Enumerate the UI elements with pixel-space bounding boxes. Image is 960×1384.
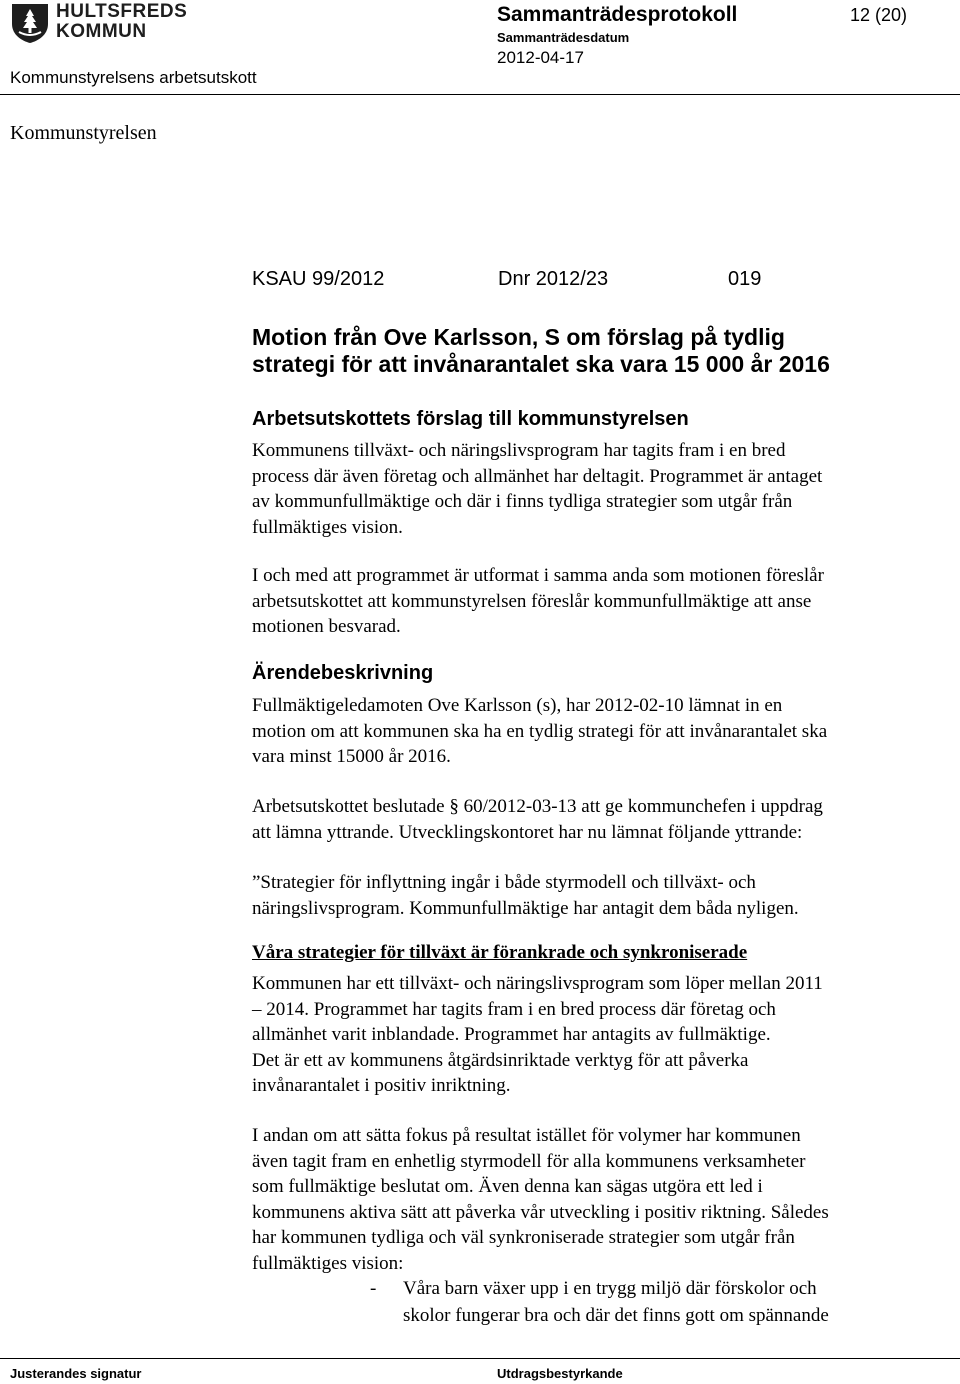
strategy-heading: Våra strategier för tillväxt är förankrade och synkroniserade [252,942,748,963]
header-divider [0,94,960,95]
text-line: allmänhet varit inblandade. Programmet har antagits av fullmäktige. [252,1024,771,1045]
text-line: motion om att kommunen ska ha en tydlig strategi för att invånarantalet ska [252,720,828,742]
protocol-title: Sammanträdesprotokoll [497,3,738,26]
extract-certification-label: Utdragsbestyrkande [497,1366,623,1381]
motion-title [252,324,942,378]
diary-number: Dnr 2012/23 [498,268,609,290]
text-line: I andan om att sätta fokus på resultat istället för volymer har kommunen [252,1125,801,1146]
text-line: även tagit fram en enhetlig styrmodell för alla kommunens verksamheter [252,1150,806,1172]
text-line: ”Strategier för inflyttning ingår i både styrmodell och tillväxt- och [252,872,756,893]
text-line: Arbetsutskottet beslutade § 60/2012-03-13 att ge kommunchefen i uppdrag [252,796,823,817]
text-line: näringslivsprogram. Kommunfullmäktige har antagit dem båda nyligen. [252,897,799,919]
recipient: Kommunstyrelsen [10,122,157,144]
text-line: som fullmäktige beslutat om. Även denna kan sägas utgöra ett led i [252,1176,763,1197]
motion-title-line: strategi för att invånarantalet ska vara 15 000 år 2016 [252,351,830,377]
text-line: att lämna yttrande. Utvecklingskontoret har nu lämnat följande yttrande: [252,821,803,843]
date-value: 2012-04-17 [497,48,584,67]
strategy-paragraph-1 [252,971,823,1099]
description-paragraph-1 [252,693,827,770]
text-line: Det är ett av kommunens åtgärdsinriktade verktyg för att påverka [252,1049,749,1071]
text-line: kommunens aktiva sätt att påverka vår utveckling i positiv riktning. Således [252,1201,829,1223]
page-number: 12 (20) [850,5,908,25]
text-line: arbetsutskottet att kommunstyrelsen föreslår kommunfullmäktige att anse [252,590,812,612]
text-line: motionen besvarad. [252,616,401,637]
municipality-crest-icon [10,2,50,44]
text-line: Fullmäktigeledamoten Ove Karlsson (s), har 2012-02-10 lämnat in en [252,695,783,716]
footer-divider [0,1358,960,1359]
description-paragraph-2 [252,794,823,845]
text-line: Kommunens tillväxt- och näringslivsprogram har tagits fram i en bred [252,440,786,461]
case-code: 019 [728,268,762,290]
text-line: vara minst 15000 år 2016. [252,746,451,767]
motion-title-line: Motion från Ove Karlsson, S om förslag på tydlig [252,324,785,350]
text-line: Kommunen har ett tillväxt- och näringslivsprogram som löper mellan 2011 [252,973,823,994]
statement-quote [252,870,799,921]
text-line: fullmäktiges vision. [252,516,403,538]
bullet-text-line: skolor fungerar bra och där det finns gott om spännande [403,1305,829,1326]
municipality-logo [10,1,188,46]
text-line: har kommunen tydliga och väl synkroniserade strategier som utgår från [252,1227,795,1248]
logo-wordmark [56,2,187,42]
text-line: process där även företag och allmänhet har deltagit. Programmet är antaget [252,465,823,487]
text-line: I och med att programmet är utformat i samma anda som motionen föreslår [252,565,824,586]
bullet-dash: - [370,1278,377,1299]
text-line: fullmäktiges vision: [252,1252,404,1274]
proposal-heading: Arbetsutskottets förslag till kommunstyrelsen [252,408,689,430]
logo-line-2: KOMMUN [56,21,147,42]
proposal-paragraph-2 [252,563,824,640]
text-line: – 2014. Programmet har tagits fram i en bred process där företag och [252,998,776,1020]
bullet-text-line: Våra barn växer upp i en trygg miljö där förskolor och [403,1278,817,1299]
signature-label: Justerandes signatur [10,1366,142,1381]
strategy-paragraph-2 [252,1123,829,1276]
description-heading: Ärendebeskrivning [252,662,434,684]
case-identifiers [252,268,761,291]
date-label: Sammanträdesdatum [497,30,630,45]
committee-name: Kommunstyrelsens arbetsutskott [10,68,257,87]
logo-line-1: HULTSFREDS [56,1,188,22]
text-line: invånarantalet i positiv inriktning. [252,1075,511,1096]
proposal-paragraph-1 [252,438,822,540]
case-reference: KSAU 99/2012 [252,268,385,290]
text-line: av kommunfullmäktige och där i finns tydliga strategier som utgår från [252,491,793,512]
